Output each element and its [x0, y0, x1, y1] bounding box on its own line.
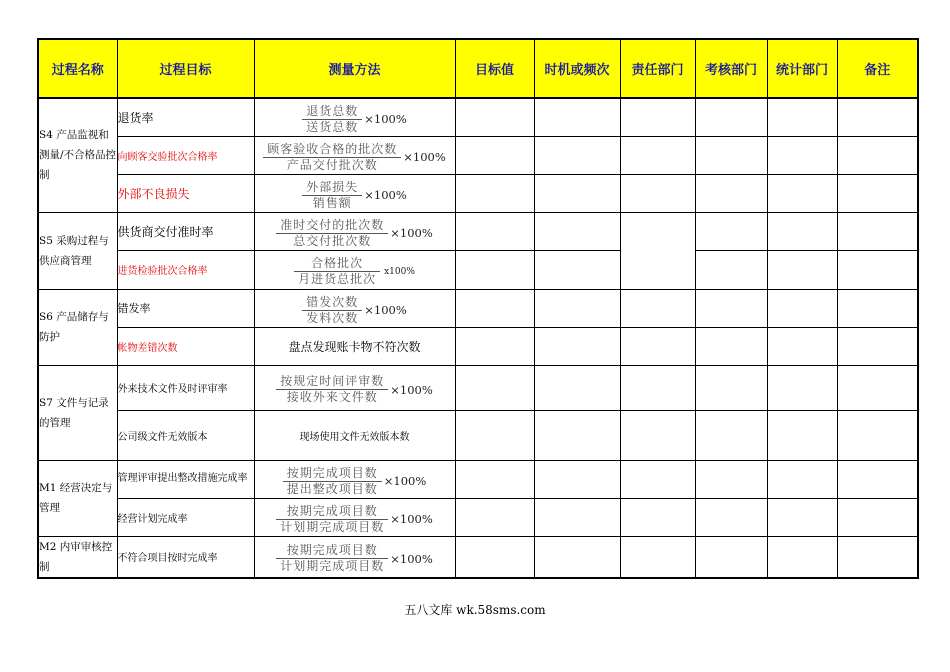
method-cell — [254, 498, 455, 536]
method-cell — [254, 365, 455, 410]
assess-cell — [695, 327, 767, 365]
process-s6: S6 产品储存与防护 — [38, 289, 117, 365]
responsible-cell — [620, 289, 695, 327]
goal-cell: 错发率 — [117, 289, 254, 327]
process-s7: S7 文件与记录的管理 — [38, 365, 117, 460]
formula-multiplier: ×100% — [390, 226, 433, 240]
remarks-cell — [837, 98, 918, 136]
goal-cell: 进货检验批次合格率 — [117, 250, 254, 289]
target-cell — [455, 136, 534, 174]
formula-multiplier: ×100% — [390, 551, 433, 566]
assess-cell — [695, 98, 767, 136]
goal-cell: 外来技术文件及时评审率 — [117, 365, 254, 410]
stats-cell — [767, 212, 837, 250]
table-row — [38, 289, 918, 327]
formula-multiplier: ×100% — [364, 303, 407, 317]
table-row — [38, 174, 918, 212]
goal-cell: 退货率 — [117, 98, 254, 136]
formula-denominator: 送货总数 — [306, 119, 359, 134]
formula-numerator: 外部损失 — [306, 179, 359, 194]
header-responsible-dept: 责任部门 — [620, 39, 695, 98]
formula-numerator: 顾客验收合格的批次数 — [267, 141, 398, 156]
target-cell — [455, 250, 534, 289]
stats-cell — [767, 174, 837, 212]
timing-cell — [534, 98, 620, 136]
formula-numerator: 按期完成项目数 — [286, 503, 378, 518]
remarks-cell — [837, 174, 918, 212]
assess-cell — [695, 289, 767, 327]
assess-cell — [695, 136, 767, 174]
header-row — [38, 39, 918, 98]
goal-cell: 外部不良损失 — [117, 174, 254, 212]
method-cell — [254, 136, 455, 174]
timing-cell — [534, 327, 620, 365]
assess-cell — [695, 460, 767, 498]
stats-cell — [767, 536, 837, 578]
responsible-cell — [620, 327, 695, 365]
assess-cell — [695, 212, 767, 250]
method-cell — [254, 460, 455, 498]
stats-cell — [767, 365, 837, 410]
method-cell — [254, 174, 455, 212]
responsible-cell — [620, 536, 695, 578]
table-row — [38, 136, 918, 174]
target-cell — [455, 98, 534, 136]
target-cell — [455, 498, 534, 536]
remarks-cell — [837, 498, 918, 536]
formula-numerator: 按规定时间评审数 — [280, 374, 385, 388]
table-row — [38, 98, 918, 136]
process-s4: S4 产品监视和测量/不合格品控制 — [38, 98, 117, 212]
formula-multiplier: ×100% — [403, 150, 446, 164]
timing-cell — [534, 289, 620, 327]
header-remarks: 备注 — [837, 39, 918, 98]
remarks-cell — [837, 536, 918, 578]
stats-cell — [767, 98, 837, 136]
target-cell — [455, 174, 534, 212]
remarks-cell — [837, 365, 918, 410]
method-cell — [254, 98, 455, 136]
assess-cell — [695, 498, 767, 536]
stats-cell — [767, 327, 837, 365]
formula-multiplier: ×100% — [364, 188, 407, 202]
process-measurement-table — [37, 38, 919, 579]
assess-cell — [695, 365, 767, 410]
formula-multiplier: ×100% — [390, 512, 433, 526]
formula-multiplier: x100% — [384, 266, 415, 277]
method-cell: 盘点发现账卡物不符次数 — [254, 327, 455, 365]
formula-numerator: 退货总数 — [306, 103, 359, 118]
remarks-cell — [837, 136, 918, 174]
remarks-cell — [837, 250, 918, 289]
remarks-cell — [837, 410, 918, 460]
goal-cell: 公司级文件无效版本 — [117, 410, 254, 460]
stats-cell — [767, 250, 837, 289]
responsible-cell — [620, 136, 695, 174]
formula-numerator: 按期完成项目数 — [286, 543, 378, 557]
process-s5: S5 采购过程与供应商管理 — [38, 212, 117, 289]
formula-multiplier: ×100% — [364, 112, 407, 127]
stats-cell — [767, 136, 837, 174]
header-measure-method: 测量方法 — [254, 39, 455, 98]
assess-cell — [695, 174, 767, 212]
process-m1: M1 经营决定与管理 — [38, 460, 117, 536]
method-cell — [254, 536, 455, 578]
footer-watermark: 五八文库 wk.58sms.com — [404, 603, 546, 617]
goal-cell: 管理评审提出整改措施完成率 — [117, 460, 254, 498]
target-cell — [455, 365, 534, 410]
stats-cell — [767, 410, 837, 460]
timing-cell — [534, 250, 620, 289]
responsible-cell — [620, 498, 695, 536]
table-row — [38, 536, 918, 578]
header-assess-dept: 考核部门 — [695, 39, 767, 98]
header-target-value: 目标值 — [455, 39, 534, 98]
method-cell — [254, 289, 455, 327]
formula-numerator: 合格批次 — [311, 256, 364, 270]
timing-cell — [534, 212, 620, 250]
process-m2: M2 内审审核控制 — [38, 536, 117, 578]
method-cell — [254, 250, 455, 289]
stats-cell — [767, 460, 837, 498]
table-row — [38, 410, 918, 460]
target-cell — [455, 327, 534, 365]
goal-cell: 供货商交付准时率 — [117, 212, 254, 250]
formula-numerator: 准时交付的批次数 — [280, 217, 385, 232]
responsible-cell — [620, 460, 695, 498]
target-cell — [455, 212, 534, 250]
formula-denominator: 发料次数 — [306, 310, 359, 325]
timing-cell — [534, 174, 620, 212]
goal-cell: 向顾客交验批次合格率 — [117, 136, 254, 174]
formula-numerator: 错发次数 — [306, 294, 359, 309]
responsible-cell — [620, 410, 695, 460]
remarks-cell — [837, 460, 918, 498]
timing-cell — [534, 460, 620, 498]
table-row — [38, 460, 918, 498]
responsible-cell — [620, 174, 695, 212]
formula-denominator: 产品交付批次数 — [286, 157, 378, 172]
goal-cell: 经营计划完成率 — [117, 498, 254, 536]
stats-cell — [767, 289, 837, 327]
formula-denominator: 计划期完成项目数 — [280, 519, 385, 534]
assess-cell — [695, 250, 767, 289]
responsible-cell — [620, 212, 695, 289]
formula-denominator: 计划期完成项目数 — [280, 559, 385, 573]
table-row — [38, 365, 918, 410]
assess-cell — [695, 410, 767, 460]
table-row — [38, 250, 918, 289]
remarks-cell — [837, 289, 918, 327]
goal-cell: 不符合项目按时完成率 — [117, 536, 254, 578]
formula-denominator: 月进货总批次 — [298, 272, 377, 286]
header-stats-dept: 统计部门 — [767, 39, 837, 98]
timing-cell — [534, 536, 620, 578]
stats-cell — [767, 498, 837, 536]
target-cell — [455, 460, 534, 498]
table-row — [38, 212, 918, 250]
goal-cell: 帐物差错次数 — [117, 327, 254, 365]
header-timing-frequency: 时机或频次 — [534, 39, 620, 98]
formula-denominator: 提出整改项目数 — [286, 481, 378, 496]
method-cell: 现场使用文件无效版本数 — [254, 410, 455, 460]
formula-multiplier: ×100% — [383, 474, 427, 488]
assess-cell — [695, 536, 767, 578]
timing-cell — [534, 365, 620, 410]
header-process-name: 过程名称 — [38, 39, 117, 98]
timing-cell — [534, 136, 620, 174]
formula-multiplier: ×100% — [390, 382, 433, 397]
header-process-goal: 过程目标 — [117, 39, 254, 98]
timing-cell — [534, 498, 620, 536]
responsible-cell — [620, 98, 695, 136]
responsible-cell — [620, 365, 695, 410]
timing-cell — [534, 410, 620, 460]
formula-denominator: 总交付批次数 — [293, 233, 372, 248]
formula-denominator: 接收外来文件数 — [286, 390, 378, 404]
table-row — [38, 498, 918, 536]
remarks-cell — [837, 327, 918, 365]
method-cell — [254, 212, 455, 250]
formula-numerator: 按期完成项目数 — [286, 465, 378, 480]
table-row — [38, 327, 918, 365]
target-cell — [455, 410, 534, 460]
remarks-cell — [837, 212, 918, 250]
target-cell — [455, 536, 534, 578]
formula-denominator: 销售额 — [312, 195, 352, 210]
target-cell — [455, 289, 534, 327]
